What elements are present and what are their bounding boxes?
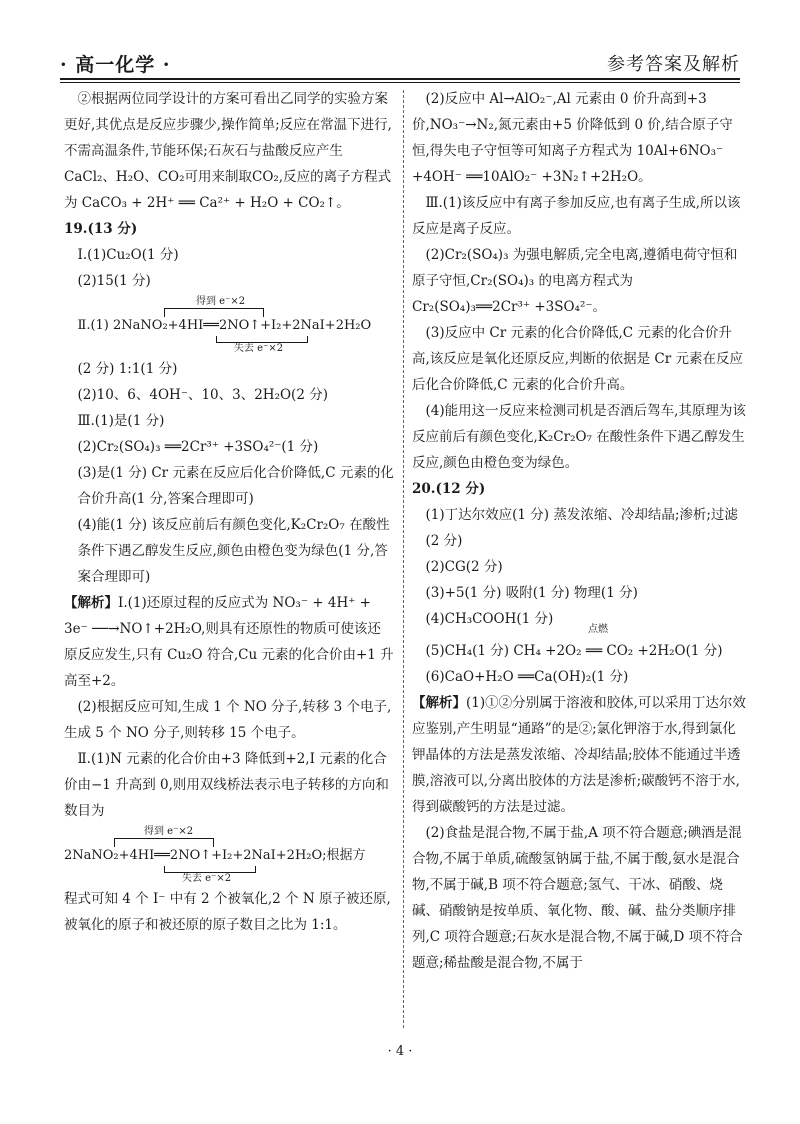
analysis-paragraph: (3)反应中 Cr 元素的化合价降低,C 元素的化合价升高,该反应是氧化还原反应,判断的依据是 Cr 元素在反应后化合价降低,C 元素的化合价升高。 xyxy=(412,325,743,393)
answer-line: (3)是(1 分) Cr 元素在反应后化合价降低,C 元素的化合价升高(1 分,答案合理即可) xyxy=(77,465,394,507)
electron-gain-label: 得到 e⁻×2 xyxy=(196,296,246,307)
analysis-paragraph: 【解析】Ⅰ.(1)还原过程的反应式为 NO₃⁻ + 4H⁺ + 3e⁻ ──→NO↑+2H₂O,则具有还原性的物质可使该还原反应发生,只有 Cu₂O 符合,Cu 元素的化合价由+1 升高至+2。 xyxy=(64,595,394,689)
answer-line: (2)Cr₂(SO₄)₃ ══2Cr³⁺ +3SO₄²⁻(1 分) xyxy=(77,439,319,455)
equation-formula: 2NaNO₂+4HI══2NO↑+I₂+2NaI+2H₂O;根据方 xyxy=(64,848,366,863)
answer-line: (3)+5(1 分) 吸附(1 分) 物理(1 分) xyxy=(425,585,638,601)
analysis-paragraph: (2)Cr₂(SO₄)₃ 为强电解质,完全电离,遵循电荷守恒和原子守恒,Cr₂(SO₄)₃ 的电离方程式为 Cr₂(SO₄)₃══2Cr³⁺ +3SO₄²⁻。 xyxy=(412,247,738,315)
answer-line: Ⅲ.(1)是(1 分) xyxy=(77,413,165,429)
reaction-condition: 点燃 xyxy=(588,624,608,635)
answer-line: 点燃 (5)CH₄(1 分) CH₄ +2O₂ ══ CO₂ +2H₂O(1 分) xyxy=(425,624,723,659)
analysis-paragraph: (2)食盐是混合物,不属于盐,A 项不符合题意;碘酒是混合物,不属于单质,硫酸氢钠属于盐,不属于酸,氨水是混合物,不属于碱,B 项不符合题意;氢气、干冰、硝酸、烧碱、硝酸钠是按单质、氧化物、酸、碱、盐分类顺序排列,C 项符合题意;石灰水是混合物,不属于碱,D 项不符合题意;稀盐酸是混合物,不属于 xyxy=(412,825,743,971)
header-rule-thin xyxy=(60,82,740,83)
answer-line: (6)CaO+H₂O ══Ca(OH)₂(1 分) xyxy=(425,669,629,685)
question-number: 20.(12 分) xyxy=(412,481,486,497)
electron-transfer-equation xyxy=(64,294,394,356)
answer-line: (4)能(1 分) 该反应前后有颜色变化,K₂Cr₂O₇ 在酸性条件下遇乙醇发生反应,颜色由橙色变为绿色(1 分,答案合理即可) xyxy=(77,517,390,585)
electron-gain-label: 得到 e⁻×2 xyxy=(144,826,194,837)
analysis-paragraph: (2)根据反应可知,生成 1 个 NO 分子,转移 3 个电子,生成 5 个 NO 分子,则转移 15 个电子。 xyxy=(64,699,392,741)
electron-loss-label: 失去 e⁻×2 xyxy=(182,873,232,884)
page-number: · 4 · xyxy=(387,1044,413,1059)
answer-line: (2)10、6、4OH⁻、10、3、2H₂O(2 分) xyxy=(77,387,328,403)
left-column xyxy=(64,86,394,938)
analysis-paragraph: 【解析】(1)①②分别属于溶液和胶体,可以采用丁达尔效应鉴别,产生明显“通路”的是②;氯化钾溶于水,得到氯化钾晶体的方法是蒸发浓缩、冷却结晶;胶体不能通过半透膜,溶液可以,分离出胶体的方法是渗析;碳酸钙不溶于水,得到碳酸钙的方法是过滤。 xyxy=(412,695,746,815)
analysis-paragraph: Ⅲ.(1)该反应中有离子参加反应,也有离子生成,所以该反应是离子反应。 xyxy=(412,195,741,237)
equation-formula: Ⅱ.(1) 2NaNO₂+4HI══2NO↑+I₂+2NaI+2H₂O xyxy=(77,318,372,333)
lose-bracket xyxy=(164,866,256,873)
column-divider xyxy=(403,90,404,1028)
answer-line: (2)CG(2 分) xyxy=(425,559,503,575)
analysis-paragraph: 程式可知 4 个 I⁻ 中有 2 个被氧化,2 个 N 原子被还原,被氧化的原子和被还原的原子数目之比为 1:1。 xyxy=(64,891,391,933)
electron-transfer-equation xyxy=(64,824,394,886)
analysis-label: 【解析】 xyxy=(64,595,118,611)
subject-title: · 高一化学 · xyxy=(60,54,171,76)
question-number: 19.(13 分) xyxy=(64,221,138,237)
right-column xyxy=(412,86,748,976)
analysis-paragraph: Ⅱ.(1)N 元素的化合价由+3 降低到+2,I 元素的化合价由−1 升高到 0,则用双线桥法表示电子转移的方向和数目为 xyxy=(64,751,389,819)
lose-bracket xyxy=(216,336,308,343)
electron-loss-label: 失去 e⁻×2 xyxy=(234,343,284,354)
analysis-paragraph: (4)能用这一反应来检测司机是否酒后驾车,其原理为该反应前后有颜色变化,K₂Cr₂O₇ 在酸性条件下遇乙醇发生反应,颜色由橙色变为绿色。 xyxy=(412,403,746,471)
answer-line: (2 分) 1:1(1 分) xyxy=(77,361,178,377)
analysis-label: 【解析】 xyxy=(412,695,466,711)
page-header xyxy=(60,44,740,76)
paragraph: ②根据两位同学设计的方案可看出乙同学的实验方案更好,其优点是反应步骤少,操作简单;反应在常温下进行,不需高温条件,节能环保;石灰石与盐酸反应产生CaCl₂、H₂O、CO₂可用来制取CO₂,反应的离子方程式为 CaCO₃ + 2H⁺ ══ Ca²⁺ + H₂O + CO₂↑。 xyxy=(64,91,392,211)
answer-line: (1)丁达尔效应(1 分) 蒸发浓缩、冷却结晶;渗析;过滤(2 分) xyxy=(425,507,738,549)
header-rule xyxy=(60,78,740,80)
analysis-paragraph: (2)反应中 Al→AlO₂⁻,Al 元素由 0 价升高到+3价,NO₃⁻→N₂,氮元素由+5 价降低到 0 价,结合原子守恒,得失电子守恒等可知离子方程式为 10Al+6NO₃⁻ +4OH⁻ ══10AlO₂⁻ +3N₂↑+2H₂O。 xyxy=(412,91,733,185)
answer-line: Ⅰ.(1)Cu₂O(1 分) xyxy=(77,247,179,263)
section-title: 参考答案及解析 xyxy=(607,54,740,75)
answer-line: (2)15(1 分) xyxy=(77,273,151,289)
answer-line: (4)CH₃COOH(1 分) xyxy=(425,611,554,627)
